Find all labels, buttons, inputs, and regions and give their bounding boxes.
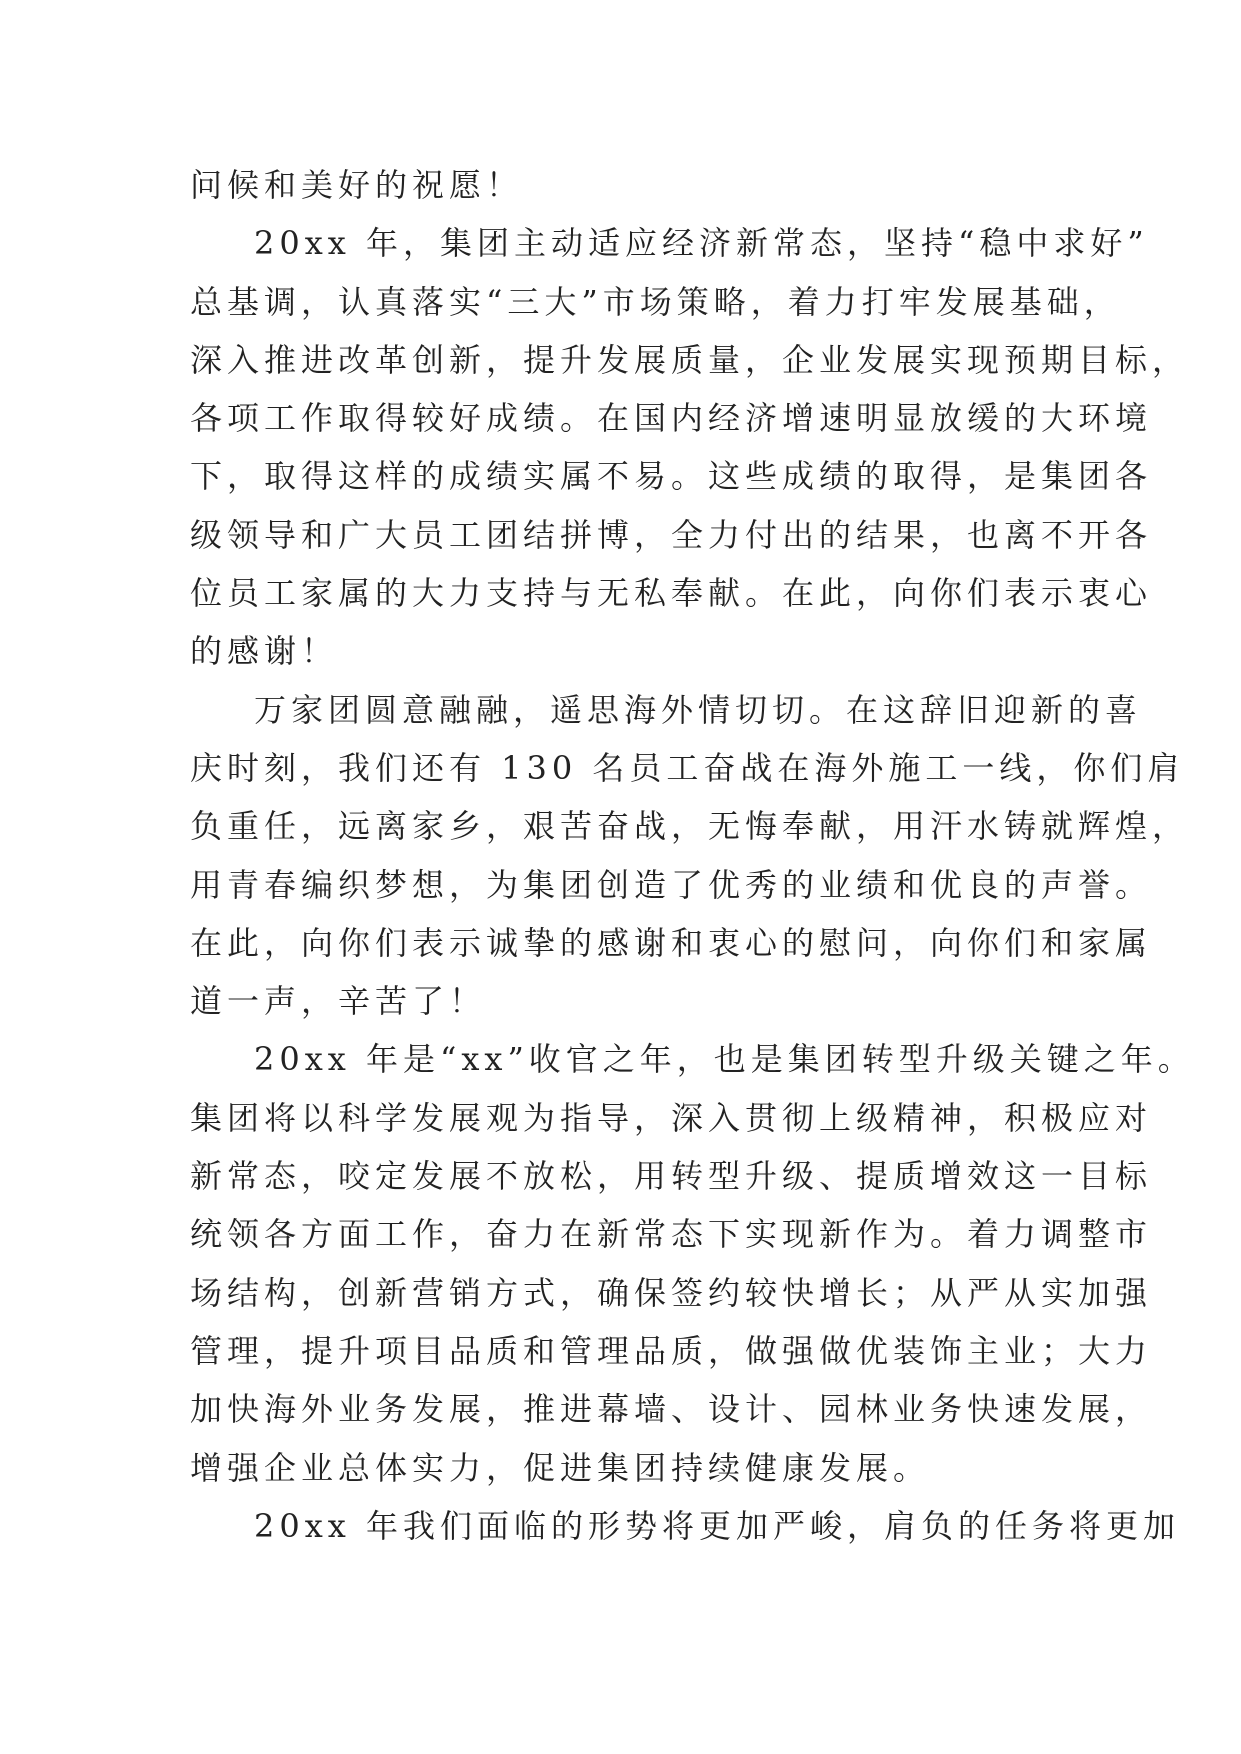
text-line: 集团将以科学发展观为指导，深入贯彻上级精神，积极应对 xyxy=(190,1098,1153,1137)
text-line: 用青春编织梦想，为集团创造了优秀的业绩和优良的声誉。 xyxy=(190,865,1153,904)
text-line: 负重任，远离家乡，艰苦奋战，无悔奉献，用汗水铸就辉煌， xyxy=(190,807,1190,846)
text-line: 场结构，创新营销方式，确保签约较快增长；从严从实加强 xyxy=(190,1273,1153,1312)
text-line: 位员工家属的大力支持与无私奉献。在此，向你们表示衷心 xyxy=(190,574,1153,613)
paragraph-first-line: 20xx 年，集团主动适应经济新常态，坚持“稳中求好” xyxy=(254,224,1149,263)
text-line: 总基调，认真落实“三大”市场策略，着力打牢发展基础， xyxy=(190,282,1121,321)
text-line: 增强企业总体实力，促进集团持续健康发展。 xyxy=(190,1448,931,1487)
paragraph-first-line: 20xx 年我们面临的形势将更加严峻，肩负的任务将更加 xyxy=(254,1506,1180,1545)
text-line: 管理，提升项目品质和管理品质，做强做优装饰主业；大力 xyxy=(190,1331,1153,1370)
text-line: 新常态，咬定发展不放松，用转型升级、提质增效这一目标 xyxy=(190,1157,1153,1196)
paragraph-first-line: 万家团圆意融融，遥思海外情切切。在这辞旧迎新的喜 xyxy=(254,690,1143,729)
text-line: 在此，向你们表示诚挚的感谢和衷心的慰问，向你们和家属 xyxy=(190,923,1153,962)
text-line: 问候和美好的祝愿！ xyxy=(190,166,524,204)
text-line: 各项工作取得较好成绩。在国内经济增速明显放缓的大环境 xyxy=(190,399,1153,438)
text-line: 级领导和广大员工团结拼博，全力付出的结果，也离不开各 xyxy=(190,515,1153,554)
text-line: 庆时刻，我们还有 130 名员工奋战在海外施工一线，你们肩 xyxy=(190,748,1185,787)
text-line: 下，取得这样的成绩实属不易。这些成绩的取得，是集团各 xyxy=(190,457,1153,496)
text-line: 深入推进改革创新，提升发展质量，企业发展实现预期目标， xyxy=(190,340,1190,379)
text-line: 统领各方面工作，奋力在新常态下实现新作为。着力调整市 xyxy=(190,1215,1153,1254)
document-body xyxy=(190,156,1195,1555)
text-line: 加快海外业务发展，推进幕墙、设计、园林业务快速发展， xyxy=(190,1390,1153,1429)
paragraph-first-line: 20xx 年是“xx”收官之年，也是集团转型升级关键之年。 xyxy=(254,1040,1195,1079)
text-line: 道一声，辛苦了！ xyxy=(190,982,487,1021)
text-line: 的感谢！ xyxy=(190,632,339,671)
